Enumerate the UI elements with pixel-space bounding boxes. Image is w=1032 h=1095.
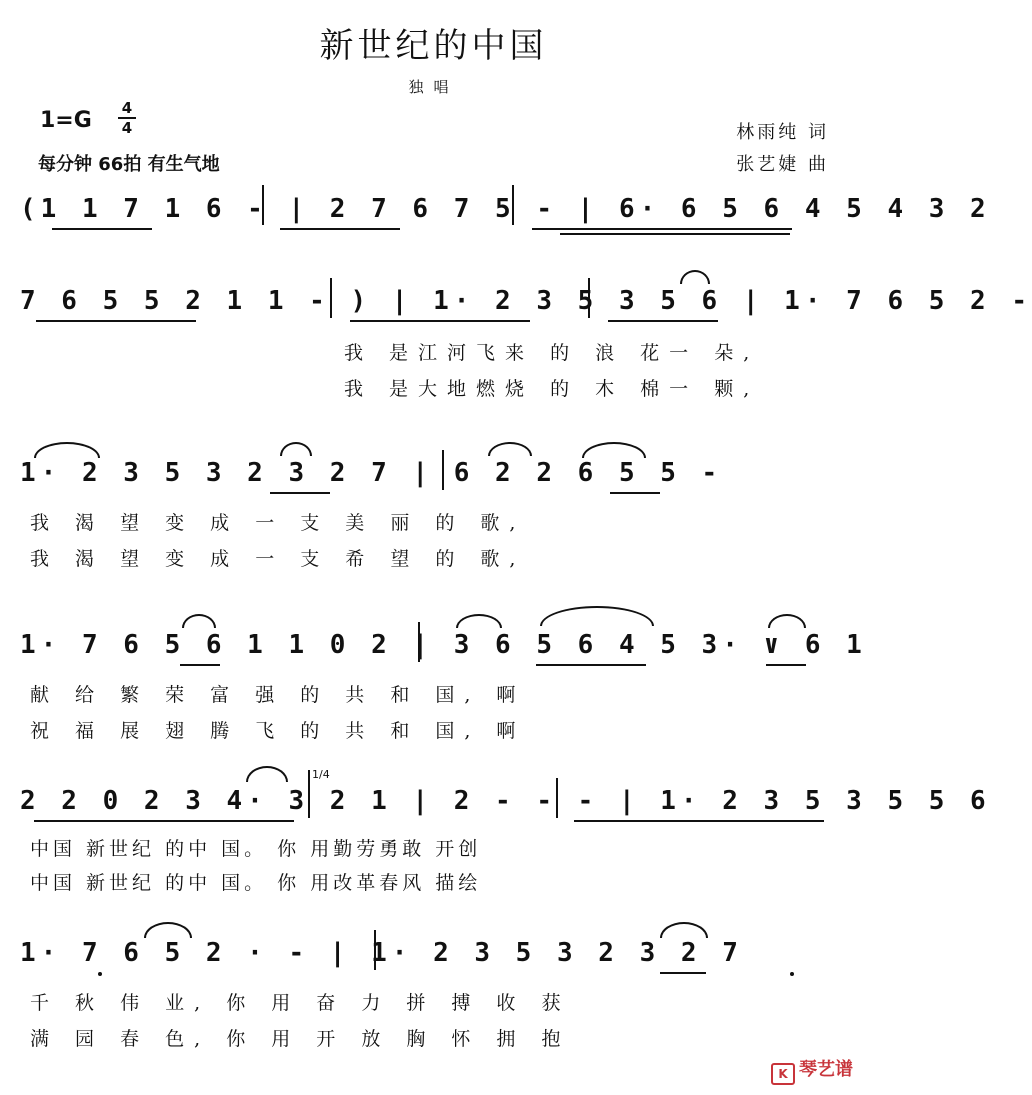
low-octave-dot [98, 972, 102, 976]
measure-time-change: 1/4 [312, 768, 330, 781]
lyric-verse-1: 献 给 繁 荣 富 强 的 共 和 国, 啊 [30, 684, 526, 706]
notation-line-1: (1 1 7 1 6 - | 2 7 6 7 5 - | 6· 6 5 6 4 5 4 3 2 [20, 194, 991, 224]
beam-underline [610, 492, 660, 494]
slur-arc [680, 270, 710, 284]
beam-underline [180, 664, 220, 666]
barline [442, 450, 444, 490]
notation-line-5: 2 2 0 2 3 4· 3 2 1 | 2 - - - | 1· 2 3 5 3 5 5 6 [20, 786, 991, 816]
lyric-verse-2: 祝 福 展 翅 腾 飞 的 共 和 国, 啊 [30, 720, 526, 742]
barline [556, 778, 558, 818]
logo-text: 琴艺谱 [799, 1059, 853, 1080]
notation-line-2: 7 6 5 5 2 1 1 - ) | 1· 2 3 5 3 5 6 | 1· 7 6 5 2 - [20, 286, 1032, 316]
lyric-verse-2: 满 园 春 色, 你 用 开 放 胸 怀 拥 抱 [30, 1028, 571, 1050]
beam-underline [280, 228, 400, 230]
time-signature-bottom: 4 [121, 119, 133, 137]
slur-arc [660, 922, 708, 938]
slur-arc [182, 614, 216, 628]
slur-arc [488, 442, 532, 456]
slur-arc [582, 442, 646, 458]
beam-underline [270, 492, 330, 494]
lyric-verse-2: 中国 新世纪 的中 国。 你 用改革春风 描绘 [30, 872, 482, 894]
site-logo [771, 1055, 853, 1085]
beam-underline [608, 320, 718, 322]
beam-underline [660, 972, 706, 974]
lyric-verse-2: 我 渴 望 变 成 一 支 希 望 的 歌, [30, 548, 526, 570]
song-title: 新世纪的中国 [319, 26, 548, 66]
slur-arc [540, 606, 654, 626]
lyricist-credit: 林雨纯 词 [736, 122, 829, 143]
beam-underline [536, 664, 646, 666]
beam-underline [766, 664, 806, 666]
slur-arc [456, 614, 502, 628]
notation-line-6: 1· 7 6 5 2 · - | 1· 2 3 5 3 2 3 2 7 [20, 938, 743, 968]
slur-arc [34, 442, 100, 458]
beam-underline [532, 228, 792, 230]
barline [418, 622, 420, 662]
barline [308, 770, 310, 818]
time-signature [118, 100, 136, 136]
slur-arc [144, 922, 192, 938]
notation-line-4: 1· 7 6 5 6 1 1 0 2 | 3 6 5 6 4 5 3· ∨ 6 1 [20, 630, 867, 660]
barline [262, 185, 264, 225]
lyric-verse-1: 千 秋 伟 业, 你 用 奋 力 拼 搏 收 获 [30, 992, 571, 1014]
beam-underline [350, 320, 530, 322]
low-octave-dot [790, 972, 794, 976]
composer-credit: 张艺婕 曲 [736, 154, 829, 175]
slur-arc [768, 614, 806, 628]
beam-underline [574, 820, 824, 822]
beam-underline [36, 320, 196, 322]
performance-type: 独唱 [408, 78, 459, 96]
beam-underline [560, 233, 790, 235]
lyric-verse-2: 我 是大地燃烧 的 木 棉一 颗, [344, 378, 760, 400]
lyric-verse-1: 我 是江河飞来 的 浪 花一 朵, [344, 342, 760, 364]
notation-line-3: 1· 2 3 5 3 2 3 2 7 | 6 2 2 6 5 5 - [20, 458, 723, 488]
barline [330, 278, 332, 318]
barline [588, 278, 590, 318]
barline [512, 185, 514, 225]
tempo-marking: 每分钟 66拍 有生气地 [38, 154, 220, 175]
logo-icon: K [771, 1063, 795, 1085]
slur-arc [280, 442, 312, 456]
lyric-verse-1: 我 渴 望 变 成 一 支 美 丽 的 歌, [30, 512, 526, 534]
lyric-verse-1: 中国 新世纪 的中 国。 你 用勤劳勇敢 开创 [30, 838, 482, 860]
slur-arc [246, 766, 288, 782]
time-signature-top: 4 [121, 99, 133, 117]
barline [374, 930, 376, 970]
beam-underline [34, 820, 294, 822]
beam-underline [52, 228, 152, 230]
key-signature: 1=G [40, 108, 92, 133]
